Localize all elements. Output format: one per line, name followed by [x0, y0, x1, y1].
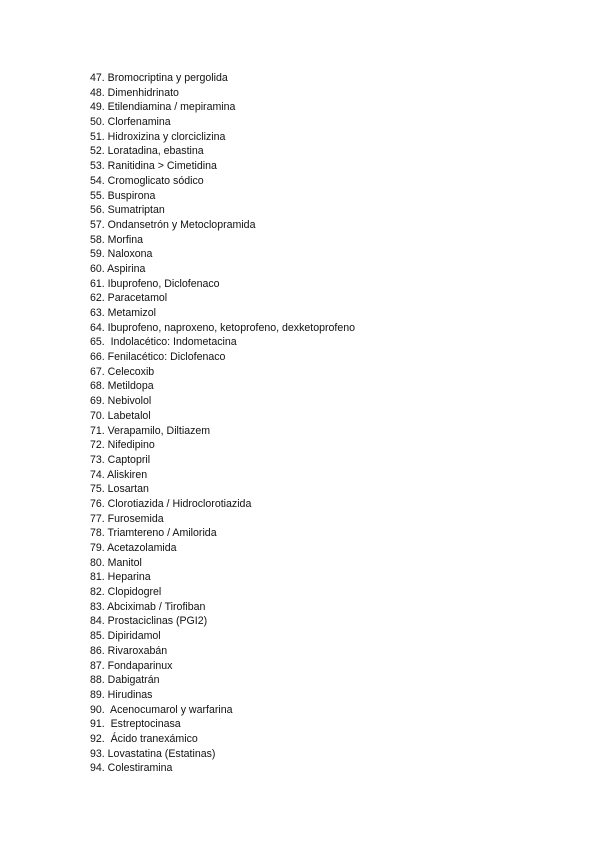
- drug-list: [90, 71, 355, 776]
- list-item: 81. Heparina: [90, 571, 151, 584]
- list-item: 64. Ibuprofeno, naproxeno, ketoprofeno, dexketoprofeno: [90, 321, 356, 334]
- list-item: 87. Fondaparinux: [90, 659, 173, 672]
- list-item: 86. Rivaroxabán: [90, 644, 168, 657]
- list-item: 80. Manitol: [90, 556, 142, 569]
- list-item: 58. Morfina: [90, 233, 143, 246]
- list-item: 79. Acetazolamida: [90, 542, 177, 554]
- list-item: 60. Aspirina: [90, 262, 146, 275]
- list-item: 77. Furosemida: [90, 512, 164, 525]
- list-item: 48. Dimenhidrinato: [90, 86, 179, 99]
- list-item: 59. Naloxona: [90, 248, 153, 261]
- list-item: 65. Indolacético: Indometacina: [90, 336, 237, 349]
- list-item: 94. Colestiramina: [90, 762, 173, 775]
- list-item: 92. Ácido tranexámico: [90, 732, 198, 745]
- list-item: 89. Hirudinas: [90, 688, 153, 701]
- list-item: 78. Triamtereno / Amilorida: [90, 527, 217, 540]
- list-item: 90. Acenocumarol y warfarina: [90, 703, 233, 716]
- list-item: 61. Ibuprofeno, Diclofenaco: [90, 277, 220, 290]
- list-item: 54. Cromoglicato sódico: [90, 174, 204, 187]
- list-item: 53. Ranitidina > Cimetidina: [90, 160, 217, 173]
- list-item: 49. Etilendiamina / mepiramina: [90, 101, 236, 114]
- list-item: 51. Hidroxizina y clorciclizina: [90, 130, 226, 143]
- list-item: 66. Fenilacético: Diclofenaco: [90, 351, 226, 364]
- list-item: 68. Metildopa: [90, 380, 154, 393]
- list-item: 75. Losartan: [90, 483, 149, 496]
- list-item: 72. Nifedipino: [90, 439, 155, 452]
- list-item: 52. Loratadina, ebastina: [90, 145, 204, 158]
- list-item: 63. Metamizol: [90, 307, 156, 319]
- list-item: 91. Estreptocinasa: [90, 718, 181, 731]
- list-item: 73. Captopril: [90, 453, 151, 466]
- list-item: 88. Dabigatrán: [90, 674, 160, 687]
- list-item: 74. Aliskiren: [90, 468, 148, 481]
- list-item: 56. Sumatriptan: [90, 204, 165, 217]
- list-item: 93. Lovastatina (Estatinas): [90, 747, 216, 760]
- list-item: 50. Clorfenamina: [90, 116, 171, 129]
- list-item: 57. Ondansetrón y Metoclopramida: [90, 218, 256, 231]
- list-item: 67. Celecoxib: [90, 365, 155, 378]
- list-item: 71. Verapamilo, Diltiazem: [90, 424, 211, 437]
- list-item: 70. Labetalol: [90, 409, 151, 422]
- list-item: 62. Paracetamol: [90, 292, 168, 305]
- list-item: 69. Nebivolol: [90, 395, 152, 408]
- list-item: 76. Clorotiazida / Hidroclorotiazida: [90, 497, 252, 510]
- list-item: 84. Prostaciclinas (PGI2): [90, 615, 208, 628]
- list-item: 85. Dipiridamol: [90, 630, 161, 643]
- list-item: 55. Buspirona: [90, 189, 156, 202]
- list-item: 47. Bromocriptina y pergolida: [90, 72, 228, 84]
- list-item: 82. Clopidogrel: [90, 586, 162, 599]
- list-item: 83. Abciximab / Tirofiban: [90, 600, 206, 613]
